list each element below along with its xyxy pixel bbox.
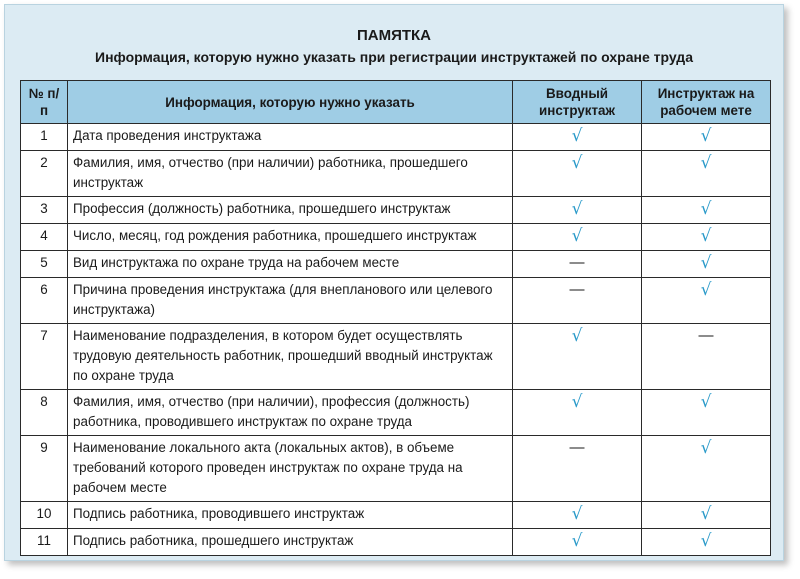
checkmark-icon: √ bbox=[571, 326, 583, 346]
row-info-text: Профессия (должность) работника, прошедшего инструктаж bbox=[68, 197, 513, 224]
row-info-text: Фамилия, имя, отчество (при наличии) работника, прошедшего инструктаж bbox=[68, 151, 513, 197]
workplace-mark bbox=[642, 124, 771, 151]
dash-icon: — bbox=[698, 327, 714, 344]
checkmark-icon: √ bbox=[700, 253, 712, 273]
workplace-mark bbox=[642, 529, 771, 556]
intro-mark bbox=[513, 502, 642, 529]
intro-mark bbox=[513, 251, 642, 278]
row-number: 5 bbox=[21, 251, 68, 278]
row-number: 10 bbox=[21, 502, 68, 529]
intro-mark bbox=[513, 124, 642, 151]
table-row bbox=[21, 251, 771, 278]
row-info-text: Причина проведения инструктажа (для внепланового или целевого инструктажа) bbox=[68, 278, 513, 324]
workplace-mark bbox=[642, 502, 771, 529]
column-header-workplace: Инструктаж на рабочем мете bbox=[642, 81, 771, 124]
workplace-mark bbox=[642, 436, 771, 502]
workplace-mark bbox=[642, 278, 771, 324]
checkmark-icon: √ bbox=[571, 226, 583, 246]
table-header-row bbox=[21, 81, 771, 124]
checkmark-icon: √ bbox=[571, 153, 583, 173]
table-row bbox=[21, 529, 771, 556]
checkmark-icon: √ bbox=[700, 392, 712, 412]
row-number: 7 bbox=[21, 324, 68, 390]
intro-mark bbox=[513, 390, 642, 436]
intro-mark bbox=[513, 151, 642, 197]
table-row bbox=[21, 502, 771, 529]
row-number: 4 bbox=[21, 224, 68, 251]
checkmark-icon: √ bbox=[700, 504, 712, 524]
table-row bbox=[21, 278, 771, 324]
checkmark-icon: √ bbox=[700, 438, 712, 458]
workplace-mark bbox=[642, 324, 771, 390]
checkmark-icon: √ bbox=[571, 126, 583, 146]
instruction-table bbox=[20, 80, 771, 556]
checkmark-icon: √ bbox=[700, 126, 712, 146]
column-header-info: Информация, которую нужно указать bbox=[68, 81, 513, 124]
dash-icon: — bbox=[569, 281, 585, 298]
workplace-mark bbox=[642, 151, 771, 197]
row-info-text: Подпись работника, проводившего инструктаж bbox=[68, 502, 513, 529]
row-number: 6 bbox=[21, 278, 68, 324]
memo-title: ПАМЯТКА bbox=[356, 27, 432, 44]
table-row bbox=[21, 151, 771, 197]
memo-subtitle: Информация, которую нужно указать при регистрации инструктажей по охране труда bbox=[95, 49, 693, 65]
row-number: 8 bbox=[21, 390, 68, 436]
row-info-text: Вид инструктажа по охране труда на рабочем месте bbox=[68, 251, 513, 278]
intro-mark bbox=[513, 324, 642, 390]
checkmark-icon: √ bbox=[700, 531, 712, 551]
row-info-text: Число, месяц, год рождения работника, прошедшего инструктаж bbox=[68, 224, 513, 251]
workplace-mark bbox=[642, 251, 771, 278]
row-number: 1 bbox=[21, 124, 68, 151]
dash-icon: — bbox=[569, 254, 585, 271]
row-info-text: Дата проведения инструктажа bbox=[68, 124, 513, 151]
intro-mark bbox=[513, 197, 642, 224]
row-number: 11 bbox=[21, 529, 68, 556]
intro-mark bbox=[513, 529, 642, 556]
workplace-mark bbox=[642, 224, 771, 251]
checkmark-icon: √ bbox=[700, 226, 712, 246]
table-row bbox=[21, 224, 771, 251]
table-row bbox=[21, 390, 771, 436]
checkmark-icon: √ bbox=[571, 392, 583, 412]
row-number: 2 bbox=[21, 151, 68, 197]
checkmark-icon: √ bbox=[700, 153, 712, 173]
checkmark-icon: √ bbox=[571, 199, 583, 219]
intro-mark bbox=[513, 278, 642, 324]
row-number: 3 bbox=[21, 197, 68, 224]
row-info-text: Наименование подразделения, в котором будет осуществлять трудовую деятельность работник, прошедший вводный инструктаж по охране труда bbox=[68, 324, 513, 390]
dash-icon: — bbox=[569, 439, 585, 456]
intro-mark bbox=[513, 224, 642, 251]
checkmark-icon: √ bbox=[571, 531, 583, 551]
workplace-mark bbox=[642, 197, 771, 224]
checkmark-icon: √ bbox=[700, 199, 712, 219]
column-header-intro: Вводный инструктаж bbox=[513, 81, 642, 124]
table-row bbox=[21, 436, 771, 502]
intro-mark bbox=[513, 436, 642, 502]
checkmark-icon: √ bbox=[571, 504, 583, 524]
row-number: 9 bbox=[21, 436, 68, 502]
checkmark-icon: √ bbox=[700, 280, 712, 300]
row-info-text: Наименование локального акта (локальных актов), в объеме требований которого проведен инструктаж по охране труда на рабочем месте bbox=[68, 436, 513, 502]
row-info-text: Фамилия, имя, отчество (при наличии), профессия (должность) работника, проводившего инструктаж по охране труда bbox=[68, 390, 513, 436]
table-row bbox=[21, 197, 771, 224]
column-header-num: № п/п bbox=[21, 81, 68, 124]
table-row bbox=[21, 124, 771, 151]
row-info-text: Подпись работника, прошедшего инструктаж bbox=[68, 529, 513, 556]
workplace-mark bbox=[642, 390, 771, 436]
table-row bbox=[21, 324, 771, 390]
